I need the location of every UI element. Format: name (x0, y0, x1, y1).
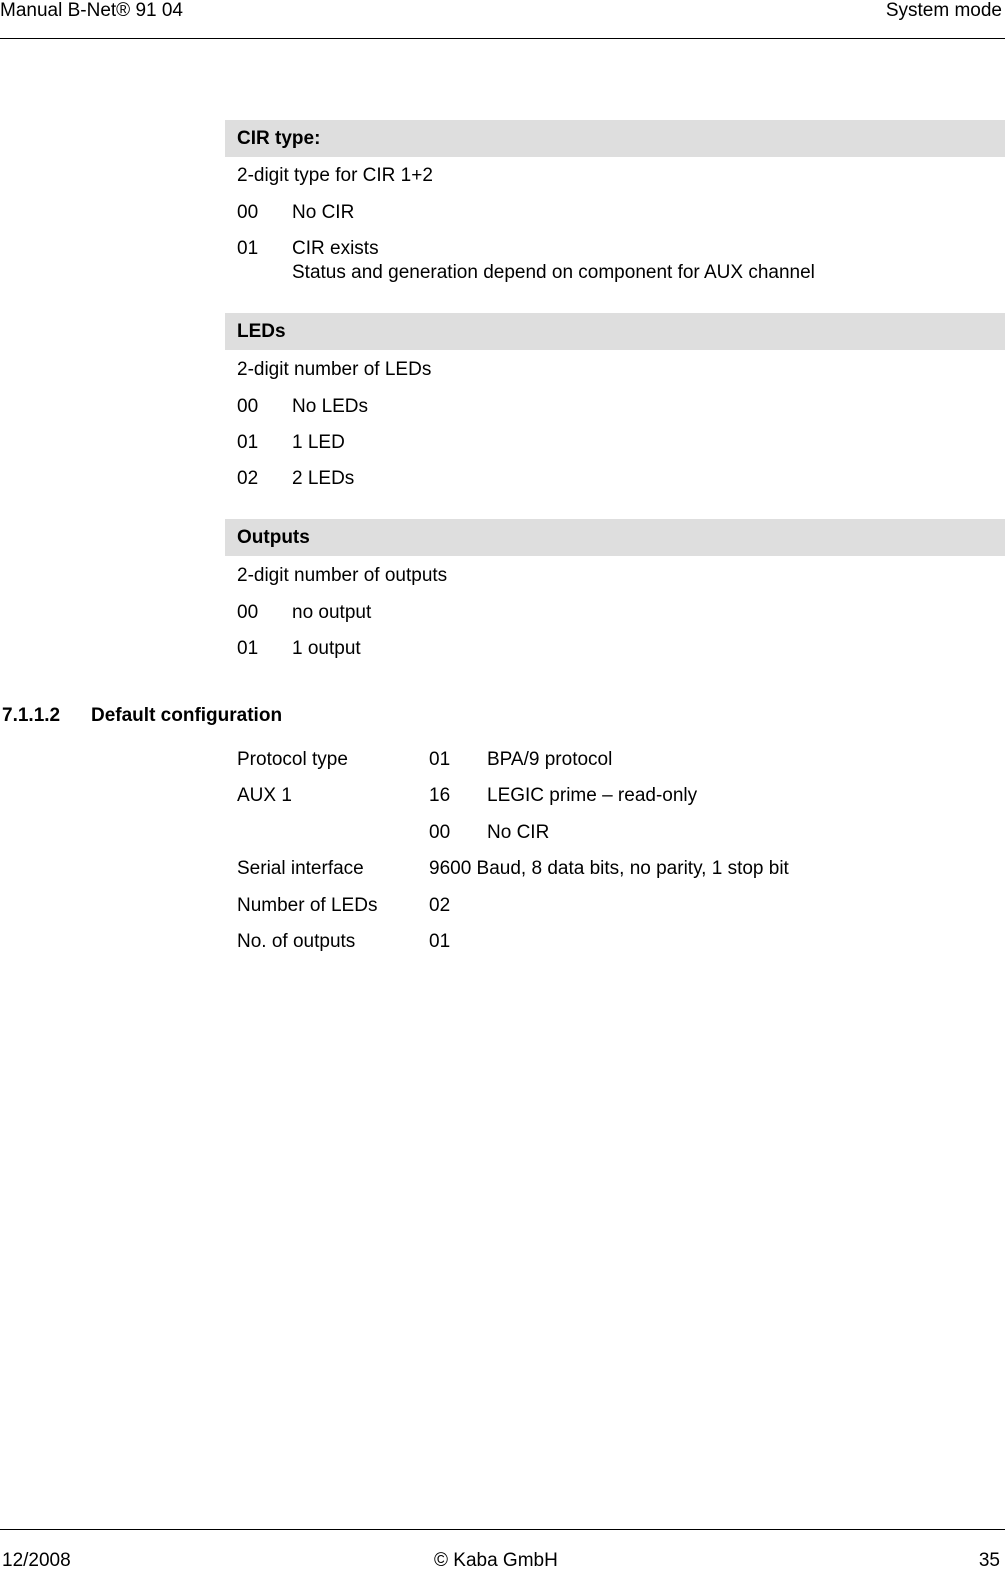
section-heading-outputs: Outputs (225, 519, 1005, 556)
header-right: System mode (885, 0, 1002, 21)
config-value-serial-interface: 9600 Baud, 8 data bits, no parity, 1 stop bit (429, 858, 789, 879)
config-desc-aux1: LEGIC prime – read-only (487, 785, 698, 806)
footer-page-number: 35 (978, 1550, 1000, 1571)
outputs-code-00: 00 (237, 602, 259, 623)
config-label-protocol-type: Protocol type (237, 749, 348, 770)
section-title: Default configuration (91, 705, 283, 726)
config-label-number-of-leds: Number of LEDs (237, 895, 378, 916)
cir-label-01: CIR exists (292, 238, 379, 259)
cir-description: 2-digit type for CIR 1+2 (237, 165, 433, 186)
cir-code-01: 01 (237, 238, 259, 259)
config-label-serial-interface: Serial interface (237, 858, 364, 879)
header-rule (0, 38, 1005, 39)
leds-label-00: No LEDs (292, 396, 369, 417)
footer-rule (0, 1529, 1005, 1530)
header-left: Manual B-Net® 91 04 (0, 0, 183, 21)
section-heading-leds: LEDs (225, 313, 1005, 350)
leds-label-02: 2 LEDs (292, 468, 355, 489)
cir-note-01: Status and generation depend on component for AUX channel (292, 262, 815, 283)
footer-date: 12/2008 (2, 1550, 71, 1571)
outputs-label-00: no output (292, 602, 372, 623)
outputs-description: 2-digit number of outputs (237, 565, 448, 586)
footer-copyright: © Kaba GmbH (434, 1550, 558, 1571)
outputs-label-01: 1 output (292, 638, 361, 659)
outputs-code-01: 01 (237, 638, 259, 659)
config-value-aux1-cir: 00 (429, 822, 451, 843)
section-number: 7.1.1.2 (2, 705, 61, 726)
leds-description: 2-digit number of LEDs (237, 359, 432, 380)
leds-code-01: 01 (237, 432, 259, 453)
config-value-protocol-type: 01 (429, 749, 451, 770)
leds-code-00: 00 (237, 396, 259, 417)
leds-code-02: 02 (237, 468, 259, 489)
config-desc-aux1-cir: No CIR (487, 822, 550, 843)
config-value-no-of-outputs: 01 (429, 931, 451, 952)
leds-label-01: 1 LED (292, 432, 345, 453)
config-desc-protocol-type: BPA/9 protocol (487, 749, 613, 770)
config-label-aux1: AUX 1 (237, 785, 292, 806)
config-label-no-of-outputs: No. of outputs (237, 931, 356, 952)
cir-label-00: No CIR (292, 202, 355, 223)
section-heading-cir-type: CIR type: (225, 120, 1005, 157)
cir-code-00: 00 (237, 202, 259, 223)
config-value-aux1: 16 (429, 785, 451, 806)
config-value-number-of-leds: 02 (429, 895, 451, 916)
